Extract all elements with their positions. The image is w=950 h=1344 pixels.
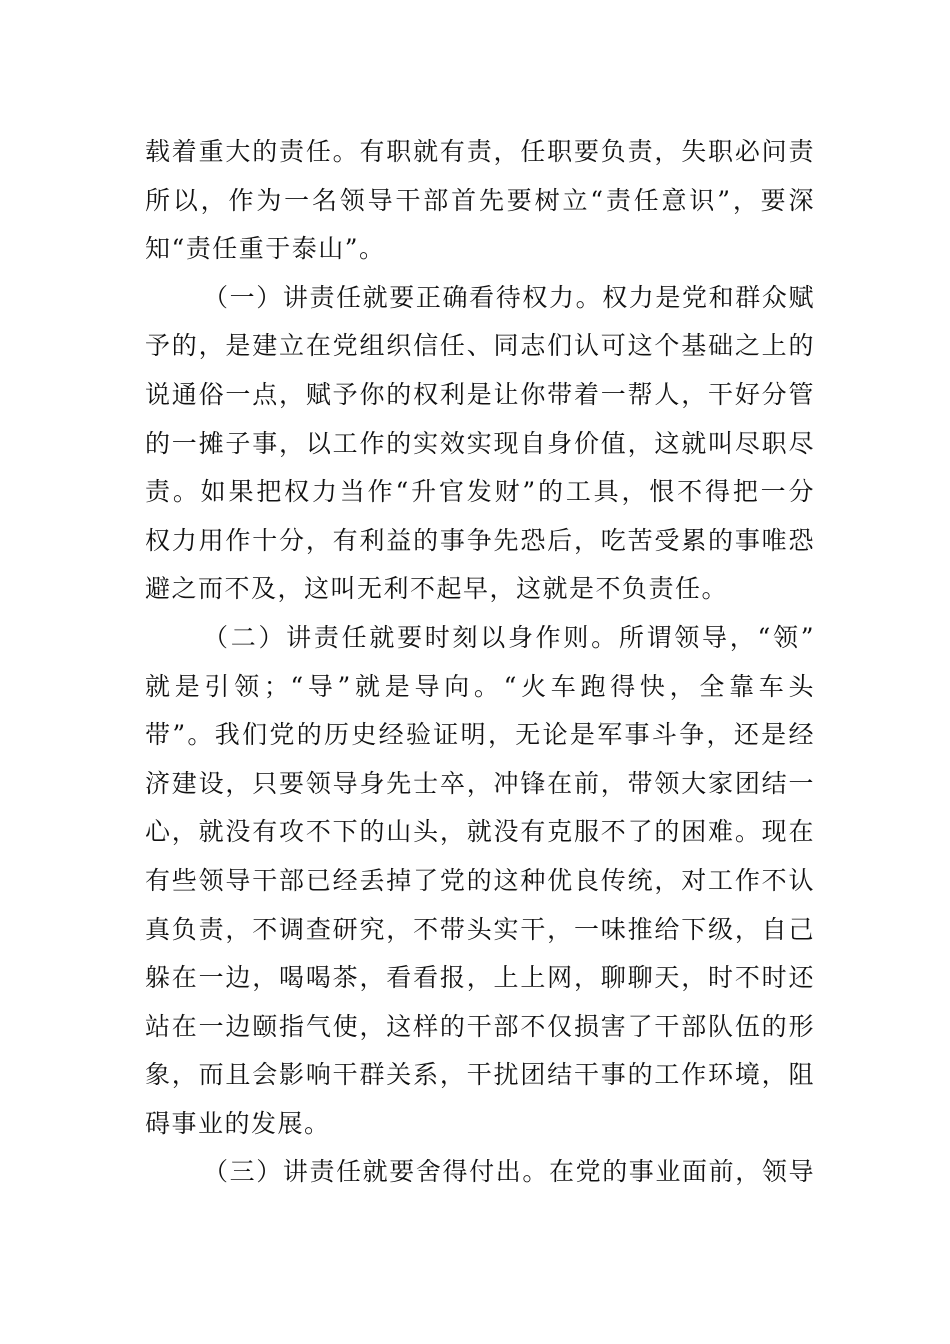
text-line: 说通俗一点，赋予你的权利是让你带着一帮人，干好分管	[145, 379, 815, 409]
paragraph-1-start: （一）讲责任就要正确看待权力。权力是党和群众赋	[203, 282, 815, 312]
text-line: 心，就没有攻不下的山头，就没有克服不了的困难。现在	[145, 817, 815, 847]
text-line: 济建设，只要领导身先士卒，冲锋在前，带领大家团结一	[145, 768, 815, 798]
document-body	[145, 128, 815, 1197]
text-line: 的一摊子事，以工作的实效实现自身价值，这就叫尽职尽	[145, 428, 815, 458]
text-line: 避之而不及，这叫无利不起早，这就是不负责任。	[145, 574, 729, 604]
text-line: 有些领导干部已经丢掉了党的这种优良传统，对工作不认	[145, 865, 815, 895]
text-line: 站在一边颐指气使，这样的干部不仅损害了干部队伍的形	[145, 1011, 815, 1041]
text-line: 真负责，不调查研究，不带头实干，一味推给下级，自己	[145, 914, 815, 944]
paragraph-2-start: （二）讲责任就要时刻以身作则。所谓领导，“领”	[203, 622, 815, 652]
text-line: 就是引领；“导”就是导向。“火车跑得快，全靠车头	[145, 671, 815, 701]
text-line: 予的，是建立在党组织信任、同志们认可这个基础之上的	[145, 331, 815, 361]
text-line: 知“责任重于泰山”。	[145, 234, 386, 264]
text-line: 所以，作为一名领导干部首先要树立“责任意识”，要深	[145, 185, 815, 215]
text-line: 躲在一边，喝喝茶，看看报，上上网，聊聊天，时不时还	[145, 963, 815, 993]
text-line: 带”。我们党的历史经验证明，无论是军事斗争，还是经	[145, 720, 815, 750]
text-line: 权力用作十分，有利益的事争先恐后，吃苦受累的事唯恐	[145, 525, 815, 555]
text-line: 责。如果把权力当作“升官发财”的工具，恨不得把一分	[145, 477, 815, 507]
text-line: 象，而且会影响干群关系，干扰团结干事的工作环境，阻	[145, 1060, 815, 1090]
text-line: 载着重大的责任。有职就有责，任职要负责，失职必问责	[145, 137, 815, 166]
paragraph-3-start: （三）讲责任就要舍得付出。在党的事业面前，领导	[203, 1157, 815, 1187]
text-line: 碍事业的发展。	[145, 1108, 331, 1138]
